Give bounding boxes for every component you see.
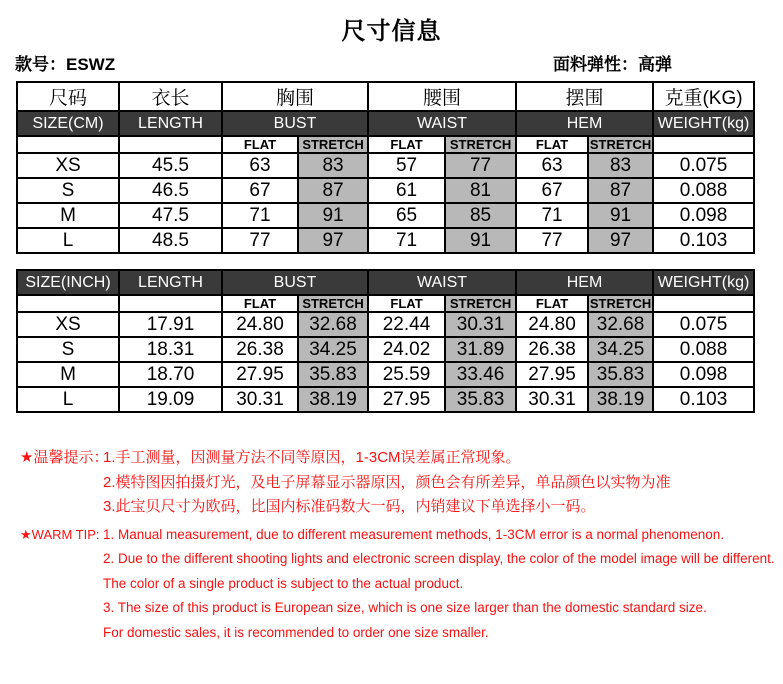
cell-size: S bbox=[17, 178, 119, 203]
cell-length: 18.31 bbox=[119, 337, 222, 362]
en-note-line-3: The color of a single product is subject to the actual product. bbox=[103, 575, 464, 591]
en-notes-lines bbox=[103, 523, 783, 646]
cell-hem-stretch: 83 bbox=[588, 153, 653, 178]
inch-row-m bbox=[17, 362, 754, 387]
cell-hem-stretch: 35.83 bbox=[588, 362, 653, 387]
cm-cn-header-weight: 克重(KG) bbox=[653, 82, 754, 111]
cell-hem-flat: 26.38 bbox=[516, 337, 588, 362]
cell-waist-stretch: 85 bbox=[445, 203, 516, 228]
cell-waist-flat: 61 bbox=[368, 178, 445, 203]
fabric-elasticity bbox=[553, 50, 672, 75]
inch-en-header-bust: BUST bbox=[222, 270, 368, 295]
en-notes bbox=[0, 523, 783, 646]
cm-cn-header-hem: 摆围 bbox=[516, 82, 653, 111]
cn-note-line-3: 3.此宝贝尺寸为欧码，比国内标准码数大一码，内销建议下单选择小一码。 bbox=[103, 498, 596, 515]
cell-waist-flat: 27.95 bbox=[368, 387, 445, 412]
cell-waist-flat: 25.59 bbox=[368, 362, 445, 387]
inch-hem-stretch-label: STRETCH bbox=[589, 296, 652, 311]
en-note-line-1: 1. Manual measurement, due to different measurement methods, 1-3CM error is a normal phenomenon. bbox=[103, 526, 725, 542]
cm-en-header-size: SIZE(CM) bbox=[17, 111, 119, 136]
cell-bust-flat: 67 bbox=[222, 178, 298, 203]
cell-bust-stretch: 97 bbox=[298, 228, 368, 253]
cm-row-xs bbox=[17, 153, 754, 178]
cm-en-header-length: LENGTH bbox=[119, 111, 222, 136]
cell-bust-flat: 71 bbox=[222, 203, 298, 228]
cm-hem-stretch-label: STRETCH bbox=[589, 137, 652, 152]
cell-bust-stretch: 87 bbox=[298, 178, 368, 203]
style-number bbox=[15, 50, 115, 75]
cn-notes-label: ★温馨提示： bbox=[20, 449, 109, 466]
cell-length: 48.5 bbox=[119, 228, 222, 253]
cell-waist-flat: 65 bbox=[368, 203, 445, 228]
empty-cell bbox=[119, 295, 222, 312]
inch-subheader-row bbox=[17, 295, 754, 312]
cell-bust-flat: 63 bbox=[222, 153, 298, 178]
cell-waist-stretch: 33.46 bbox=[445, 362, 516, 387]
empty-cell bbox=[653, 136, 754, 153]
inch-waist-stretch-label: STRETCH bbox=[445, 295, 516, 312]
size-table-inch bbox=[16, 269, 755, 413]
cell-weight: 0.088 bbox=[653, 178, 754, 203]
cell-hem-stretch: 87 bbox=[588, 178, 653, 203]
cm-row-l bbox=[17, 228, 754, 253]
cm-cn-header-size: 尺码 bbox=[17, 82, 119, 111]
cn-notes-lines bbox=[103, 446, 783, 520]
style-number-label: 款号： bbox=[15, 55, 66, 74]
cell-weight: 0.103 bbox=[653, 387, 754, 412]
cell-waist-flat: 24.02 bbox=[368, 337, 445, 362]
empty-cell bbox=[119, 136, 222, 153]
en-note-line-5: For domestic sales, it is recommended to order one size smaller. bbox=[103, 624, 489, 640]
cell-length: 46.5 bbox=[119, 178, 222, 203]
cell-length: 45.5 bbox=[119, 153, 222, 178]
cell-length: 19.09 bbox=[119, 387, 222, 412]
cell-bust-flat: 77 bbox=[222, 228, 298, 253]
cell-size: L bbox=[17, 228, 119, 253]
cn-note-line-1: 1.手工测量，因测量方法不同等原因，1-3CM误差属正常现象。 bbox=[103, 449, 521, 466]
cell-hem-flat: 77 bbox=[516, 228, 588, 253]
cm-cn-header-waist: 腰围 bbox=[368, 82, 516, 111]
cell-bust-flat: 30.31 bbox=[222, 387, 298, 412]
inch-row-l bbox=[17, 387, 754, 412]
fabric-elasticity-value: 高弹 bbox=[638, 55, 672, 74]
cell-bust-stretch: 35.83 bbox=[298, 362, 368, 387]
cell-hem-stretch: 38.19 bbox=[588, 387, 653, 412]
cell-waist-stretch: 81 bbox=[445, 178, 516, 203]
cm-cn-header-bust: 胸围 bbox=[222, 82, 368, 111]
cell-bust-stretch: 83 bbox=[298, 153, 368, 178]
cell-length: 17.91 bbox=[119, 312, 222, 337]
cell-hem-flat: 67 bbox=[516, 178, 588, 203]
empty-cell bbox=[653, 295, 754, 312]
cm-hem-flat-label: FLAT bbox=[516, 136, 588, 153]
cell-waist-flat: 57 bbox=[368, 153, 445, 178]
cm-cn-header-row bbox=[17, 82, 754, 111]
cell-size: XS bbox=[17, 312, 119, 337]
cell-weight: 0.075 bbox=[653, 312, 754, 337]
inch-en-header-hem: HEM bbox=[516, 270, 653, 295]
cell-hem-stretch: 97 bbox=[588, 228, 653, 253]
cell-hem-stretch: 32.68 bbox=[588, 312, 653, 337]
en-note-line-4: 3. The size of this product is European size, which is one size larger than the domestic standard size. bbox=[103, 600, 707, 615]
cell-hem-flat: 24.80 bbox=[516, 312, 588, 337]
cell-bust-stretch: 34.25 bbox=[298, 337, 368, 362]
cell-waist-stretch: 91 bbox=[445, 228, 516, 253]
cell-length: 18.70 bbox=[119, 362, 222, 387]
inch-row-xs bbox=[17, 312, 754, 337]
cm-en-header-waist: WAIST bbox=[368, 111, 516, 136]
cm-subheader-row bbox=[17, 136, 754, 153]
cell-waist-flat: 71 bbox=[368, 228, 445, 253]
inch-en-header-row bbox=[17, 270, 754, 295]
cm-waist-flat-label: FLAT bbox=[368, 136, 445, 153]
cell-hem-flat: 27.95 bbox=[516, 362, 588, 387]
inch-waist-flat-label: FLAT bbox=[368, 295, 445, 312]
inch-en-header-size: SIZE(INCH) bbox=[17, 270, 119, 295]
cell-hem-flat: 63 bbox=[516, 153, 588, 178]
cell-weight: 0.098 bbox=[653, 362, 754, 387]
cell-waist-flat: 22.44 bbox=[368, 312, 445, 337]
fabric-elasticity-label: 面料弹性： bbox=[553, 55, 638, 74]
cell-bust-flat: 26.38 bbox=[222, 337, 298, 362]
cn-notes bbox=[0, 446, 783, 520]
empty-cell bbox=[17, 295, 119, 312]
cell-waist-stretch: 30.31 bbox=[445, 312, 516, 337]
en-notes-label: ★WARM TIP: bbox=[20, 526, 100, 542]
cell-waist-stretch: 77 bbox=[445, 153, 516, 178]
cell-waist-stretch: 35.83 bbox=[445, 387, 516, 412]
inch-en-header-waist: WAIST bbox=[368, 270, 516, 295]
cell-waist-stretch: 31.89 bbox=[445, 337, 516, 362]
inch-en-header-weight: WEIGHT(kg) bbox=[653, 270, 754, 295]
cm-row-m bbox=[17, 203, 754, 228]
en-note-line-2: 2. Due to the different shooting lights and electronic screen display, the color of the model image will be different. bbox=[103, 551, 775, 566]
cell-hem-stretch: 34.25 bbox=[588, 337, 653, 362]
cell-bust-stretch: 32.68 bbox=[298, 312, 368, 337]
meta-row bbox=[15, 50, 767, 75]
cm-cn-header-length: 衣长 bbox=[119, 82, 222, 111]
cm-en-header-row bbox=[17, 111, 754, 136]
cell-bust-flat: 27.95 bbox=[222, 362, 298, 387]
inch-row-s bbox=[17, 337, 754, 362]
inch-bust-stretch-label: STRETCH bbox=[298, 295, 368, 312]
inch-bust-flat-label: FLAT bbox=[222, 295, 298, 312]
cell-weight: 0.088 bbox=[653, 337, 754, 362]
cell-length: 47.5 bbox=[119, 203, 222, 228]
cm-en-header-weight: WEIGHT(kg) bbox=[653, 111, 754, 136]
cell-bust-flat: 24.80 bbox=[222, 312, 298, 337]
cell-bust-stretch: 38.19 bbox=[298, 387, 368, 412]
cell-weight: 0.103 bbox=[653, 228, 754, 253]
cell-size: XS bbox=[17, 153, 119, 178]
cell-hem-flat: 71 bbox=[516, 203, 588, 228]
cm-bust-flat-label: FLAT bbox=[222, 136, 298, 153]
cell-weight: 0.098 bbox=[653, 203, 754, 228]
cm-en-header-bust: BUST bbox=[222, 111, 368, 136]
inch-en-header-length: LENGTH bbox=[119, 270, 222, 295]
cell-hem-stretch: 91 bbox=[588, 203, 653, 228]
inch-hem-flat-label: FLAT bbox=[516, 295, 588, 312]
cell-size: M bbox=[17, 362, 119, 387]
cm-waist-stretch-label: STRETCH bbox=[445, 136, 516, 153]
size-table-cm bbox=[16, 81, 755, 254]
cell-size: S bbox=[17, 337, 119, 362]
cell-bust-stretch: 91 bbox=[298, 203, 368, 228]
page-title: 尺寸信息 bbox=[341, 18, 442, 45]
cm-row-s bbox=[17, 178, 754, 203]
cm-bust-stretch-label: STRETCH bbox=[298, 136, 368, 153]
cell-size: L bbox=[17, 387, 119, 412]
cell-weight: 0.075 bbox=[653, 153, 754, 178]
cell-size: M bbox=[17, 203, 119, 228]
style-number-value: ESWZ bbox=[66, 55, 116, 74]
empty-cell bbox=[17, 136, 119, 153]
cm-en-header-hem: HEM bbox=[516, 111, 653, 136]
cn-note-line-2: 2.模特图因拍摄灯光，及电子屏幕显示器原因，颜色会有所差异，单品颜色以实物为准 bbox=[103, 473, 671, 491]
cell-hem-flat: 30.31 bbox=[516, 387, 588, 412]
